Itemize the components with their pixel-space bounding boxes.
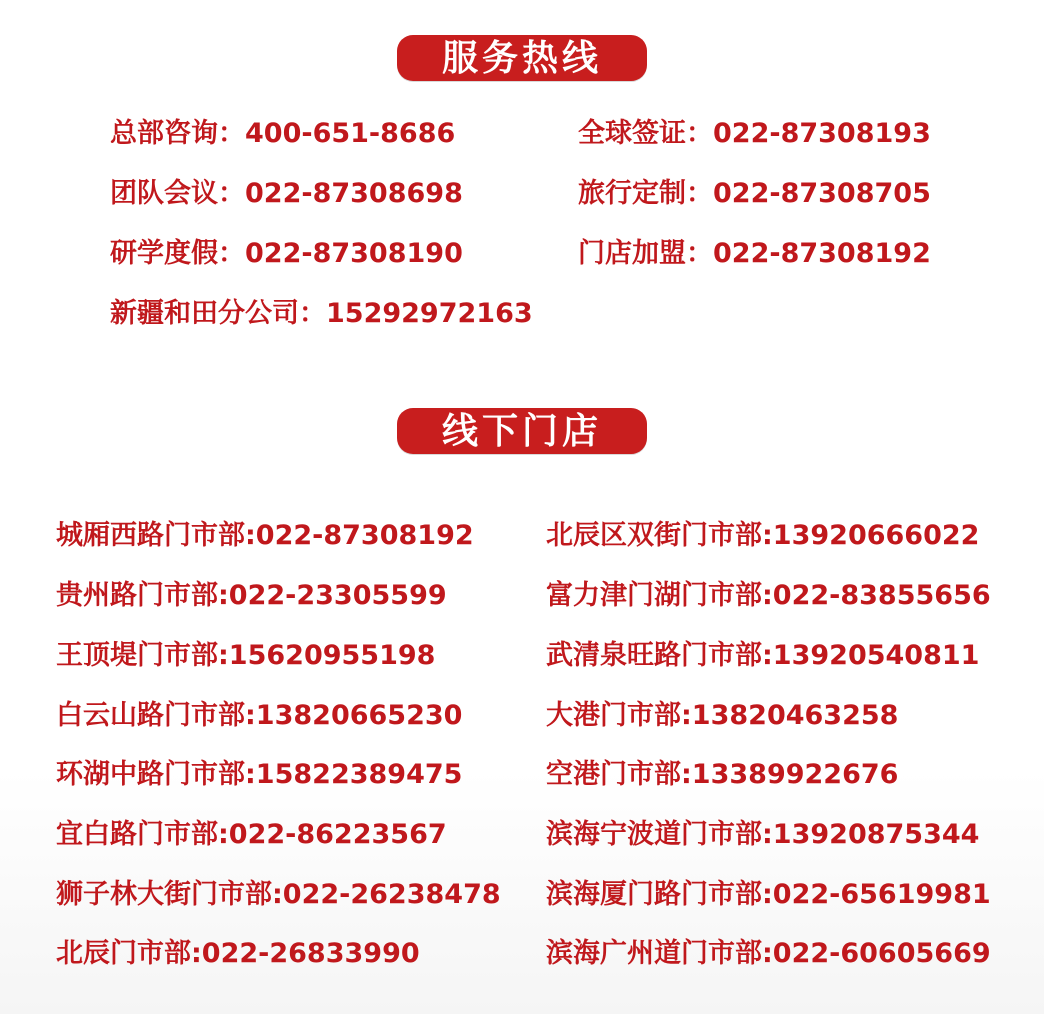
store-left-5: 环湖中路门市部:15822389475	[56, 759, 463, 790]
hotline-visa: 全球签证：022-87308193	[578, 118, 931, 149]
hotline-section-title: 服务热线	[397, 35, 647, 81]
hotline-hq: 总部咨询：400-651-8686	[110, 118, 456, 149]
store-right-6: 滨海宁波道门市部:13920875344	[546, 819, 980, 850]
store-left-2: 贵州路门市部:022-23305599	[56, 580, 447, 611]
store-left-7: 狮子林大街门市部:022-26238478	[56, 879, 501, 910]
store-right-7: 滨海厦门路门市部:022-65619981	[546, 879, 991, 910]
store-left-3: 王顶堤门市部:15620955198	[56, 640, 436, 671]
hotline-xinjiang-branch: 新疆和田分公司：15292972163	[110, 298, 533, 329]
hotline-meetings: 团队会议：022-87308698	[110, 178, 463, 209]
store-left-6: 宜白路门市部:022-86223567	[56, 819, 447, 850]
store-right-3: 武清泉旺路门市部:13920540811	[546, 640, 980, 671]
hotline-study-travel: 研学度假：022-87308190	[110, 238, 463, 269]
store-left-4: 白云山路门市部:13820665230	[56, 700, 463, 731]
hotline-custom-travel: 旅行定制：022-87308705	[578, 178, 931, 209]
store-right-4: 大港门市部:13820463258	[546, 700, 899, 731]
store-right-5: 空港门市部:13389922676	[546, 759, 899, 790]
store-right-8: 滨海广州道门市部:022-60605669	[546, 938, 991, 969]
store-right-1: 北辰区双街门市部:13920666022	[546, 520, 980, 551]
store-right-2: 富力津门湖门市部:022-83855656	[546, 580, 991, 611]
store-left-1: 城厢西路门市部:022-87308192	[56, 520, 474, 551]
store-left-8: 北辰门市部:022-26833990	[56, 938, 420, 969]
stores-section-title: 线下门店	[397, 408, 647, 454]
hotline-franchise: 门店加盟：022-87308192	[578, 238, 931, 269]
